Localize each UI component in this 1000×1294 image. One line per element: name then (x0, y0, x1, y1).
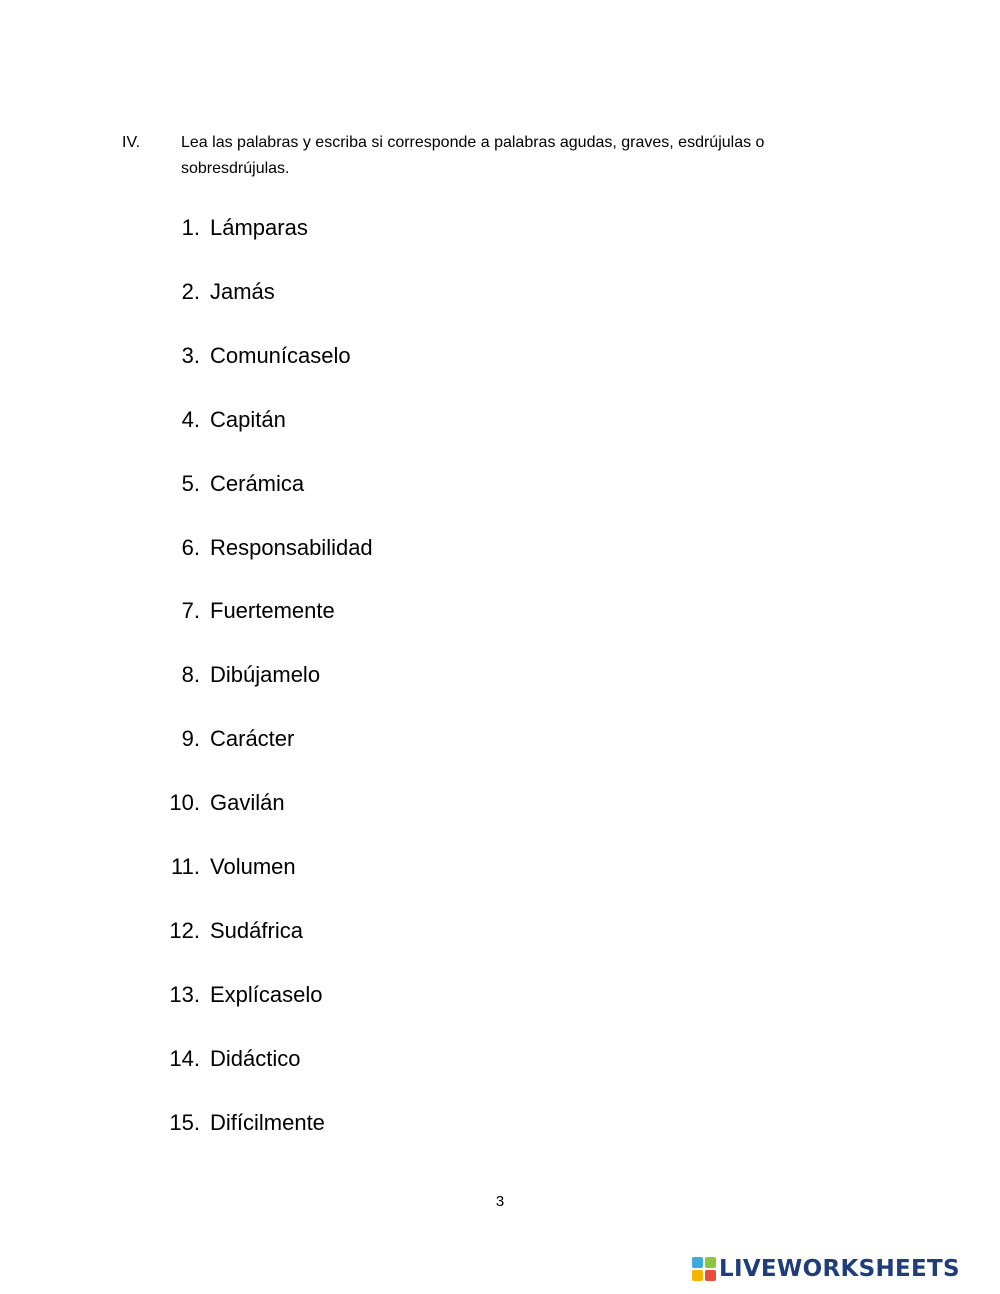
word-item (0, 721, 600, 757)
item-number: 7. (181, 598, 200, 623)
word-item (0, 274, 600, 310)
word-item (0, 657, 600, 693)
item-word: Cerámica (210, 471, 305, 496)
item-number: 11. (171, 854, 200, 879)
item-word: Lámparas (210, 215, 308, 240)
item-word: Explícaselo (210, 982, 323, 1007)
item-word: Didáctico (210, 1046, 301, 1071)
item-word: Difícilmente (210, 1110, 325, 1135)
item-number: 10. (169, 790, 200, 815)
word-item (0, 785, 600, 821)
instruction-text: Lea las palabras y escriba si corresponde a palabras agudas, graves, esdrújulas o sobresdrújulas. (181, 134, 765, 177)
word-item (0, 338, 600, 374)
item-number: 4. (181, 407, 200, 432)
item-word: Carácter (210, 726, 295, 751)
item-number: 12. (169, 918, 200, 943)
item-word: Volumen (210, 854, 296, 879)
brand-footer (692, 1254, 960, 1284)
page-number: 3 (495, 1193, 505, 1210)
item-word: Dibújamelo (210, 662, 321, 687)
item-number: 15. (169, 1110, 200, 1135)
word-item (0, 530, 600, 566)
word-item (0, 402, 600, 438)
item-number: 6. (181, 535, 200, 560)
word-item (0, 913, 600, 949)
word-item (0, 849, 600, 885)
word-item (0, 593, 600, 629)
item-number: 14. (169, 1046, 200, 1071)
section-numeral: IV. (122, 134, 141, 151)
item-number: 3. (181, 343, 200, 368)
item-word: Sudáfrica (210, 918, 303, 943)
item-number: 13. (169, 982, 200, 1007)
liveworksheets-logo-icon (692, 1257, 716, 1281)
word-item (0, 1105, 600, 1141)
word-item (0, 977, 600, 1013)
word-item (0, 466, 600, 502)
item-word: Capitán (210, 407, 286, 432)
item-word: Fuertemente (210, 598, 335, 623)
item-number: 9. (181, 726, 200, 751)
word-item (0, 210, 600, 246)
item-word: Jamás (210, 279, 275, 304)
item-number: 1. (181, 215, 200, 240)
item-word: Responsabilidad (210, 535, 373, 560)
item-number: 2. (181, 279, 200, 304)
item-number: 8. (181, 662, 200, 687)
word-item (0, 1041, 600, 1077)
item-number: 5. (181, 471, 200, 496)
brand-name: LIVEWORKSHEETS (719, 1256, 960, 1282)
item-word: Comunícaselo (210, 343, 351, 368)
item-word: Gavilán (210, 790, 285, 815)
